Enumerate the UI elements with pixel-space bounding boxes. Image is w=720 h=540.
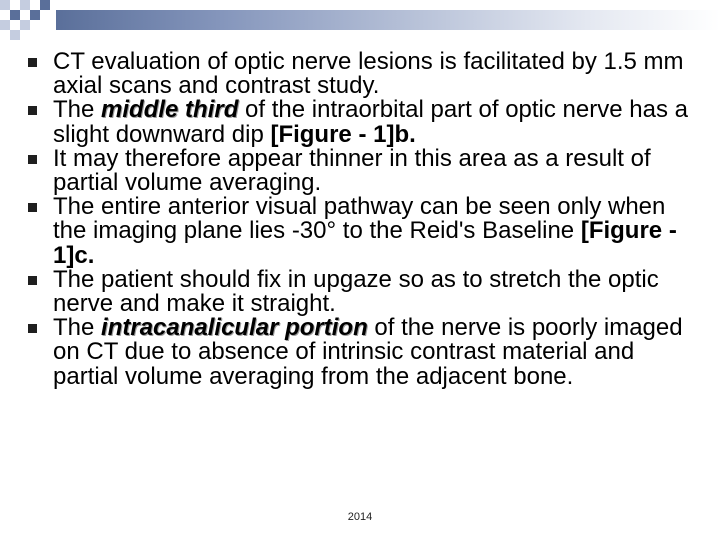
bullet-item-visual-pathway xyxy=(22,195,702,268)
emphasized-term: middle third xyxy=(101,96,239,124)
bullet-text: It may therefore appear thinner in this area as a result of partial volume averaging. xyxy=(53,144,651,197)
bullet-text: CT evaluation of optic nerve lesions is facilitated by 1.5 mm axial scans and contrast study. xyxy=(53,48,684,100)
bullet-item-thinner-appearance xyxy=(22,144,702,197)
footer-year: 2014 xyxy=(347,511,373,523)
bullet-text-pre: The entire anterior visual pathway can be seen only when the imaging plane lies -30° to the Reid's Baseline xyxy=(53,193,666,245)
grid-square xyxy=(10,0,20,10)
grid-square xyxy=(0,20,10,30)
figure-reference: [Figure - 1]c. xyxy=(53,217,677,269)
grid-square xyxy=(30,0,40,10)
grid-square xyxy=(0,0,10,10)
grid-square xyxy=(20,10,30,20)
bullet-item-middle-third xyxy=(22,98,702,146)
grid-square xyxy=(10,10,20,20)
grid-square xyxy=(30,10,40,20)
emphasized-term: intracanalicular portion xyxy=(101,314,368,342)
checkerboard-decoration xyxy=(0,0,60,40)
bullet-item-intracanalicular xyxy=(22,316,702,389)
square-bullet-icon xyxy=(28,58,37,67)
square-bullet-icon xyxy=(28,106,37,115)
bullet-list xyxy=(22,50,702,389)
square-bullet-icon xyxy=(28,203,37,212)
bullet-item-ct-evaluation xyxy=(22,50,702,98)
grid-square xyxy=(20,20,30,30)
grid-square xyxy=(0,10,10,20)
bullet-text-post: of the nerve is poorly imaged on CT due to absence of intrinsic contrast material and partial volume averaging from the adjacent bone. xyxy=(53,314,683,390)
grid-square xyxy=(20,0,30,10)
bullet-text: The patient should fix in upgaze so as to stretch the optic nerve and make it straight. xyxy=(53,265,659,318)
square-bullet-icon xyxy=(28,276,37,285)
bullet-text-post: of the intraorbital part of optic nerve has a slight downward dip xyxy=(53,96,688,148)
grid-square xyxy=(40,0,50,10)
bullet-text-pre: The xyxy=(53,96,102,124)
figure-reference: [Figure - 1]b. xyxy=(270,120,416,148)
square-bullet-icon xyxy=(28,155,37,164)
bullet-text-pre: The xyxy=(53,314,102,342)
grid-square xyxy=(10,30,20,40)
header-gradient-banner xyxy=(56,10,720,30)
square-bullet-icon xyxy=(28,324,37,333)
bullet-item-upgaze xyxy=(22,265,702,318)
grid-square xyxy=(10,20,20,30)
